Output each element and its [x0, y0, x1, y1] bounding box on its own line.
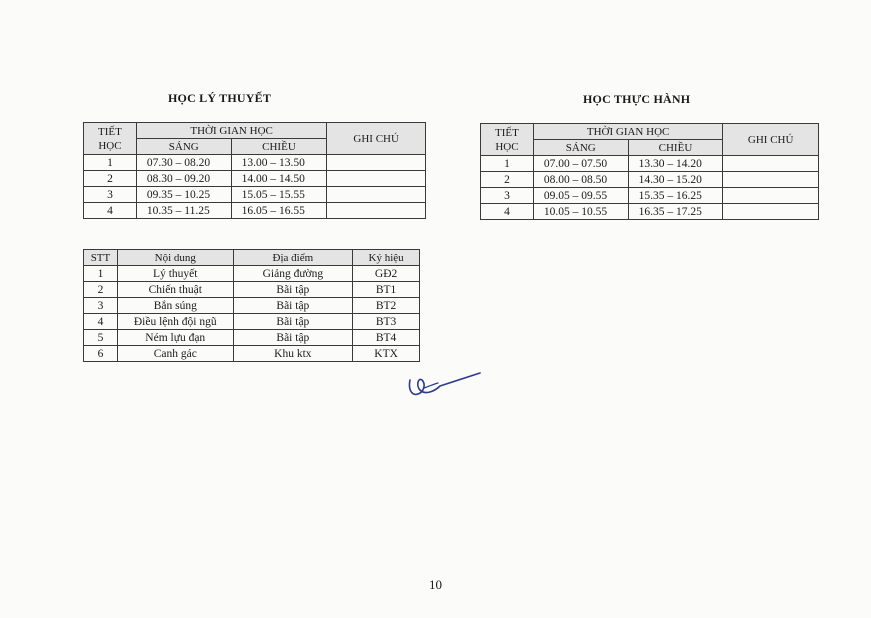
note-cell: [327, 155, 426, 171]
morning-header: SÁNG: [533, 140, 628, 156]
location-cell: Bãi tập: [233, 314, 353, 330]
table-row: [481, 188, 819, 204]
table-row: [84, 171, 426, 187]
stt-header: STT: [84, 250, 118, 266]
table-row: [84, 155, 426, 171]
page-number: 10: [429, 577, 442, 592]
theory-schedule-table: [83, 122, 426, 219]
afternoon-cell: 14.30 – 15.20: [628, 172, 723, 188]
stt-cell: 5: [84, 330, 118, 346]
afternoon-cell: 13.30 – 14.20: [628, 156, 723, 172]
content-cell: Ném lựu đạn: [117, 330, 233, 346]
location-cell: Bãi tập: [233, 298, 353, 314]
note-cell: [723, 156, 819, 172]
period-cell: 3: [84, 187, 137, 203]
note-cell: [327, 203, 426, 219]
location-header: Địa điểm: [233, 250, 353, 266]
period-cell: 3: [481, 188, 534, 204]
table-row: [84, 282, 420, 298]
stt-cell: 3: [84, 298, 118, 314]
symbol-cell: BT1: [353, 282, 420, 298]
table-row: [84, 187, 426, 203]
symbol-cell: BT4: [353, 330, 420, 346]
period-header: TIẾT HỌC: [481, 124, 534, 156]
period-cell: 2: [84, 171, 137, 187]
morning-cell: 09.05 – 09.55: [533, 188, 628, 204]
signature-mark: [404, 368, 484, 402]
table-row: [84, 346, 420, 362]
period-cell: 1: [481, 156, 534, 172]
note-header: GHI CHÚ: [327, 123, 426, 155]
afternoon-cell: 13.00 – 13.50: [231, 155, 327, 171]
table-row: [481, 204, 819, 220]
table-row: [84, 203, 426, 219]
table-row: [481, 156, 819, 172]
note-cell: [327, 171, 426, 187]
note-header: GHI CHÚ: [723, 124, 819, 156]
symbol-cell: GĐ2: [353, 266, 420, 282]
symbol-cell: BT3: [353, 314, 420, 330]
stt-cell: 1: [84, 266, 118, 282]
symbol-cell: KTX: [353, 346, 420, 362]
stt-cell: 4: [84, 314, 118, 330]
table-row: [481, 172, 819, 188]
practice-title: HỌC THỰC HÀNH: [583, 92, 691, 106]
morning-cell: 08.00 – 08.50: [533, 172, 628, 188]
note-cell: [723, 204, 819, 220]
content-cell: Canh gác: [117, 346, 233, 362]
symbol-cell: BT2: [353, 298, 420, 314]
afternoon-cell: 15.05 – 15.55: [231, 187, 327, 203]
practice-schedule-table: [480, 123, 819, 220]
location-cell: Bãi tập: [233, 330, 353, 346]
afternoon-cell: 16.35 – 17.25: [628, 204, 723, 220]
table-row: [84, 330, 420, 346]
morning-cell: 10.35 – 11.25: [136, 203, 231, 219]
table-row: [84, 314, 420, 330]
period-cell: 2: [481, 172, 534, 188]
location-cell: Giảng đường: [233, 266, 353, 282]
note-cell: [327, 187, 426, 203]
time-header: THỜI GIAN HỌC: [533, 124, 722, 140]
period-cell: 4: [84, 203, 137, 219]
stt-cell: 2: [84, 282, 118, 298]
morning-header: SÁNG: [136, 139, 231, 155]
content-cell: Điều lệnh đội ngũ: [117, 314, 233, 330]
content-cell: Lý thuyết: [117, 266, 233, 282]
stt-cell: 6: [84, 346, 118, 362]
afternoon-header: CHIỀU: [628, 140, 723, 156]
afternoon-header: CHIỀU: [231, 139, 327, 155]
afternoon-cell: 14.00 – 14.50: [231, 171, 327, 187]
content-header: Nội dung: [117, 250, 233, 266]
location-cell: Bãi tập: [233, 282, 353, 298]
morning-cell: 09.35 – 10.25: [136, 187, 231, 203]
morning-cell: 07.30 – 08.20: [136, 155, 231, 171]
location-legend-table: [83, 249, 420, 362]
period-cell: 4: [481, 204, 534, 220]
note-cell: [723, 188, 819, 204]
theory-title: HỌC LÝ THUYẾT: [168, 91, 272, 105]
afternoon-cell: 15.35 – 16.25: [628, 188, 723, 204]
morning-cell: 07.00 – 07.50: [533, 156, 628, 172]
symbol-header: Ký hiệu: [353, 250, 420, 266]
note-cell: [723, 172, 819, 188]
period-cell: 1: [84, 155, 137, 171]
table-row: [84, 266, 420, 282]
table-row: [84, 298, 420, 314]
afternoon-cell: 16.05 – 16.55: [231, 203, 327, 219]
morning-cell: 08.30 – 09.20: [136, 171, 231, 187]
time-header: THỜI GIAN HỌC: [136, 123, 326, 139]
morning-cell: 10.05 – 10.55: [533, 204, 628, 220]
content-cell: Bắn súng: [117, 298, 233, 314]
location-cell: Khu ktx: [233, 346, 353, 362]
period-header: TIẾT HỌC: [84, 123, 137, 155]
content-cell: Chiến thuật: [117, 282, 233, 298]
